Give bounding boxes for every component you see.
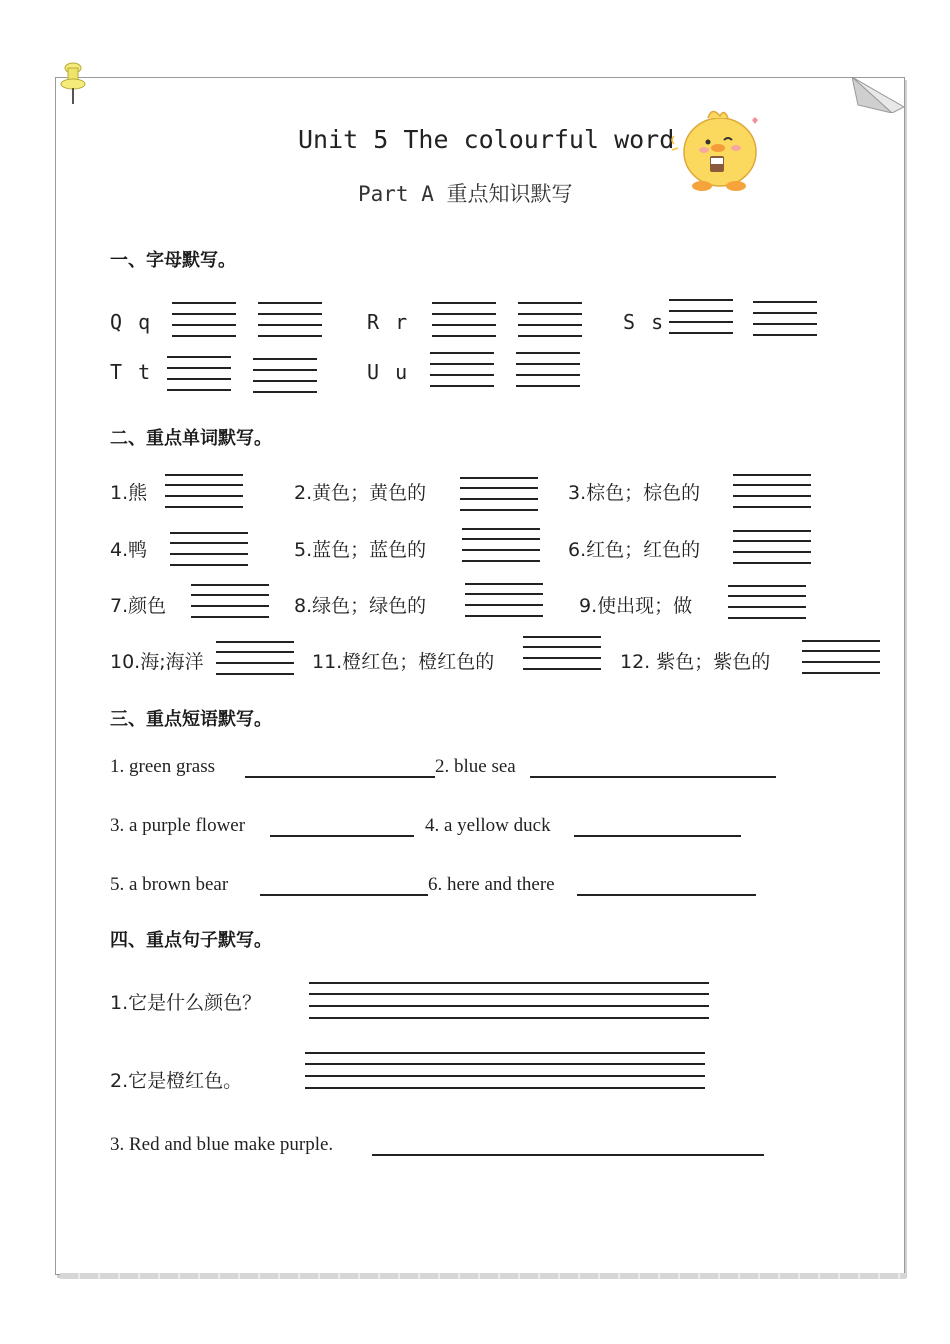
word-prompt: 8.绿色；绿色的 — [294, 595, 427, 617]
sentence-prompt: 1.它是什么颜色？ — [110, 992, 262, 1014]
word-prompt: 7.颜色 — [110, 595, 167, 617]
page-subtitle: Part A 重点知识默写 — [358, 182, 573, 206]
letter-qq: Q q — [110, 310, 153, 334]
pushpin-icon — [58, 60, 88, 108]
writing-lines[interactable] — [430, 352, 494, 386]
word-prompt: 12. 紫色；紫色的 — [620, 651, 771, 673]
writing-lines[interactable] — [669, 299, 733, 333]
letter-uu: U u — [367, 360, 410, 384]
writing-lines[interactable] — [191, 584, 269, 616]
phrase-prompt: 5. a brown bear — [110, 874, 229, 895]
sentence-prompt: 2.它是橙红色。 — [110, 1070, 243, 1092]
writing-lines[interactable] — [733, 530, 811, 562]
writing-lines[interactable] — [432, 302, 496, 336]
duck-mascot-icon — [664, 98, 764, 194]
writing-lines[interactable] — [167, 356, 231, 390]
answer-underline[interactable] — [372, 1154, 764, 1156]
writing-lines[interactable] — [802, 640, 880, 672]
writing-lines[interactable] — [465, 583, 543, 615]
word-prompt: 4.鸭 — [110, 539, 148, 561]
writing-lines[interactable] — [165, 474, 243, 506]
phrase-prompt: 6. here and there — [428, 874, 555, 895]
paper-shadow — [60, 1273, 906, 1279]
answer-underline[interactable] — [245, 776, 435, 778]
letter-tt: T t — [110, 360, 153, 384]
answer-underline[interactable] — [270, 835, 414, 837]
writing-lines[interactable] — [518, 302, 582, 336]
answer-underline[interactable] — [260, 894, 428, 896]
word-prompt: 6.红色；红色的 — [568, 539, 701, 561]
writing-lines[interactable] — [460, 477, 538, 509]
phrase-prompt: 4. a yellow duck — [425, 815, 551, 836]
sentence-prompt: 3. Red and blue make purple. — [110, 1134, 334, 1155]
writing-lines[interactable] — [733, 474, 811, 506]
answer-underline[interactable] — [577, 894, 756, 896]
writing-lines[interactable] — [258, 302, 322, 336]
writing-lines[interactable] — [516, 352, 580, 386]
word-prompt: 2.黄色；黄色的 — [294, 482, 427, 504]
word-prompt: 10.海;海洋 — [110, 651, 204, 673]
writing-lines[interactable] — [309, 982, 709, 1018]
section2-heading: 二、重点单词默写。 — [110, 428, 272, 449]
writing-lines[interactable] — [170, 532, 248, 564]
page-title: Unit 5 The colourful word — [298, 125, 675, 154]
section4-heading: 四、重点句子默写。 — [110, 930, 272, 951]
page-curl-icon — [852, 77, 904, 113]
word-prompt: 11.橙红色；橙红色的 — [312, 651, 495, 673]
section1-heading: 一、字母默写。 — [110, 250, 236, 271]
writing-lines[interactable] — [305, 1052, 705, 1088]
phrase-prompt: 3. a purple flower — [110, 815, 246, 836]
phrase-prompt: 2. blue sea — [435, 756, 516, 777]
section3-heading: 三、重点短语默写。 — [110, 709, 272, 730]
writing-lines[interactable] — [753, 301, 817, 335]
answer-underline[interactable] — [574, 835, 741, 837]
letter-rr: R r — [367, 310, 410, 334]
letter-ss: S s — [623, 310, 666, 334]
word-prompt: 3.棕色；棕色的 — [568, 482, 701, 504]
word-prompt: 1.熊 — [110, 482, 148, 504]
word-prompt: 5.蓝色；蓝色的 — [294, 539, 427, 561]
word-prompt: 9.使出现；做 — [579, 595, 693, 617]
phrase-prompt: 1. green grass — [110, 756, 215, 777]
writing-lines[interactable] — [523, 636, 601, 668]
writing-lines[interactable] — [216, 641, 294, 673]
answer-underline[interactable] — [530, 776, 776, 778]
writing-lines[interactable] — [253, 358, 317, 392]
writing-lines[interactable] — [462, 528, 540, 560]
writing-lines[interactable] — [728, 585, 806, 617]
writing-lines[interactable] — [172, 302, 236, 336]
